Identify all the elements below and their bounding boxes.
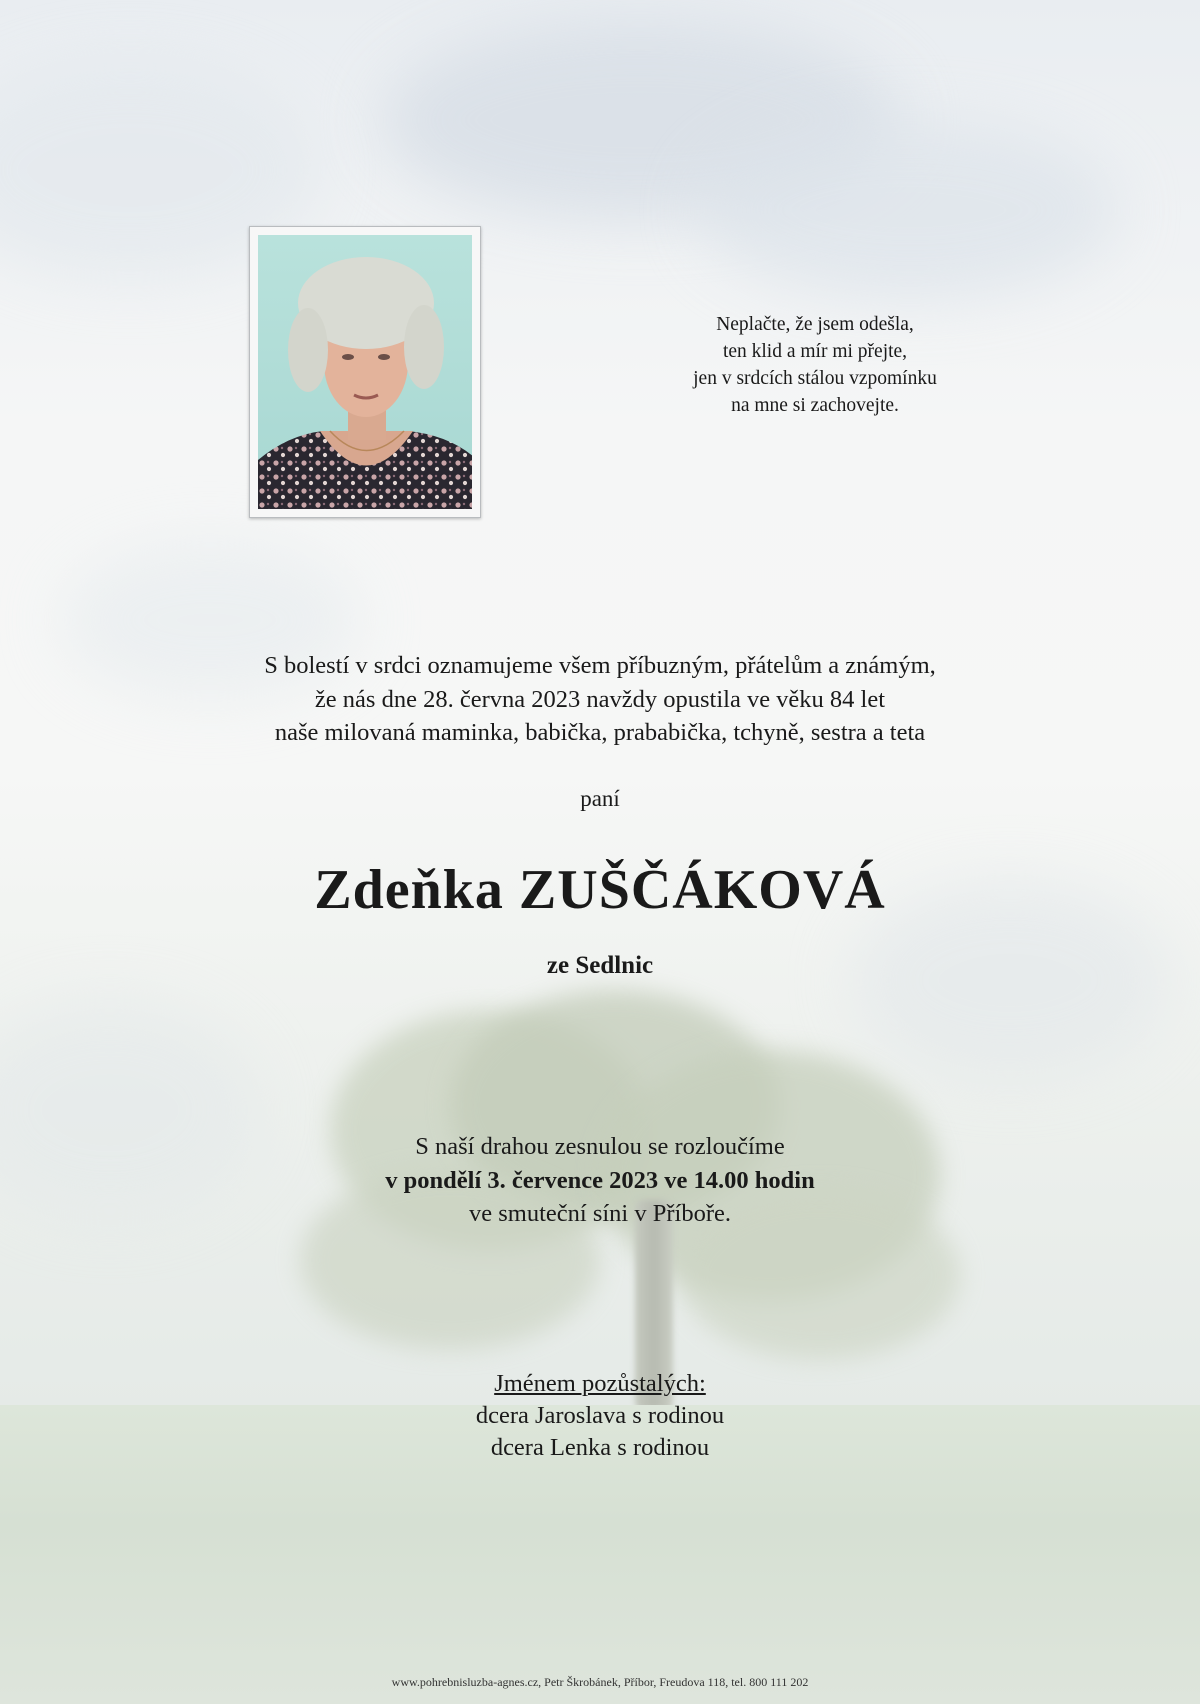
survivors-block <box>350 1368 850 1464</box>
farewell-line: S naší drahou zesnulou se rozloučíme <box>415 1133 785 1160</box>
portrait-photo <box>249 226 481 518</box>
title-word: paní <box>580 786 620 811</box>
survivor-name: dcera Lenka s rodinou <box>490 1434 710 1461</box>
death-announcement <box>150 649 1050 750</box>
funeral-service-footer: www.pohrebnisluzba-agnes.cz, Petr Škrobánek, Příbor, Freudova 118, tel. 800 111 202 <box>391 1675 809 1689</box>
funeral-location: ve smuteční síni v Příboře. <box>469 1200 731 1227</box>
origin-place: ze Sedlnic <box>546 952 654 979</box>
verse-line: Neplačte, že jsem odešla, <box>716 314 914 335</box>
verse-line: na mne si zachovejte. <box>731 395 899 416</box>
portrait-figure <box>258 235 472 509</box>
verse-line: jen v srdcích stálou vzpomínku <box>693 368 937 389</box>
announcement-line: naše milovaná maminka, babička, prababička, tchyně, sestra a teta <box>274 719 926 746</box>
verse-line: ten klid a mír mi přejte, <box>722 341 908 362</box>
survivor-name: dcera Jaroslava s rodinou <box>475 1402 725 1429</box>
announcement-line: S bolestí v srdci oznamujeme všem příbuzným, přátelům a známým, <box>264 652 936 679</box>
funeral-details <box>250 1130 950 1231</box>
funeral-date-time: v pondělí 3. července 2023 ve 14.00 hodin <box>385 1166 815 1194</box>
announcement-line: že nás dne 28. června 2023 navždy opustila ve věku 84 let <box>314 685 886 713</box>
survivors-heading: Jménem pozůstalých: <box>494 1370 706 1397</box>
deceased-name: Zdeňka ZUŠČÁKOVÁ <box>314 859 886 921</box>
memorial-verse <box>620 311 1010 419</box>
